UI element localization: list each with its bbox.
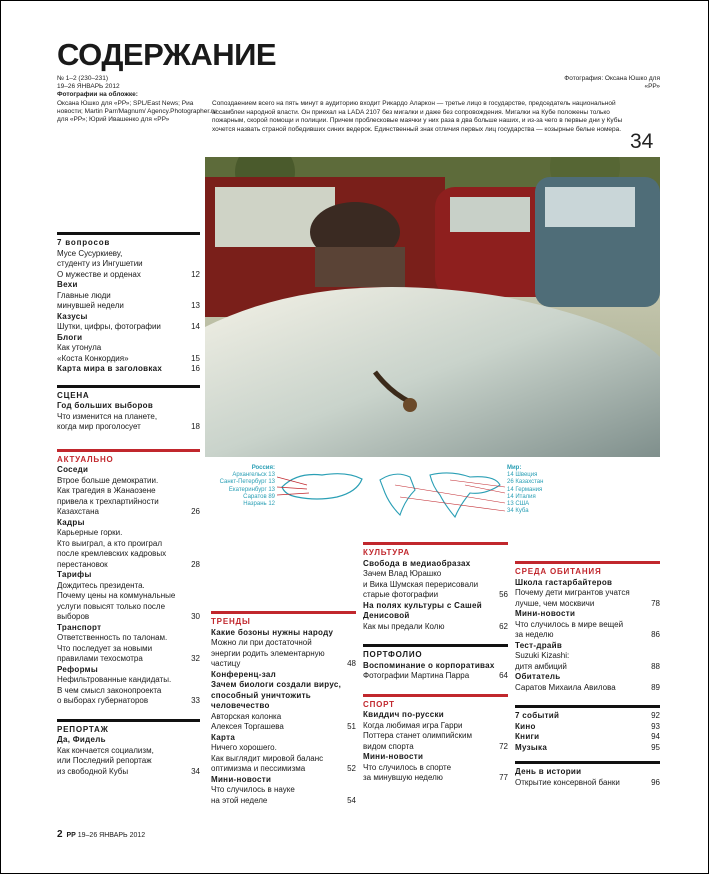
toc-entry[interactable] <box>211 628 356 670</box>
toc-entry[interactable] <box>363 752 508 784</box>
entry-line: Дождитесь президента. <box>57 580 145 590</box>
entry-line: Зачем Влад Юрашко <box>363 569 442 578</box>
entry-heading: 7 событий <box>515 711 560 720</box>
cover-credits: Оксана Юшко для «РР»; SPL/East News; Риа новости; Martin Parr/Magnum/ Agency.Photographer.ru для «РР»; Юрий Ивашенко для «РР» <box>57 99 217 124</box>
toc-entry[interactable] <box>515 732 660 743</box>
entry-line: услуги повысят только после <box>57 601 166 611</box>
toc-entry[interactable] <box>57 570 200 623</box>
toc-entry[interactable] <box>57 333 200 365</box>
entry-heading: Квиддич по-русски <box>363 710 444 719</box>
toc-entry[interactable] <box>57 665 200 707</box>
entry-heading: Мини-новости <box>515 609 576 618</box>
section-title: ПОРТФОЛИО <box>363 650 423 659</box>
toc-entry[interactable] <box>515 743 660 754</box>
entry-line: Мусе Сусуркиеву, <box>57 248 123 258</box>
lead-text: Сопоздаением всего на пять минут в аудиторию входит Рикардо Аларкон — третье лицо в государстве, председатель национальной ассамблеи народной власти. Он приехал на LADA 2107 без мигалки и даже без сопровождения. Мигалки на Кубе положены только пожарным, скорой помощи и полиции. Причем проблесковые маячки у них раза в два больше наших, и из-за чего в первые дни у Кубы хочется назвать страной победивших синих ведерок. Единственный знак отличия первых лиц государства — козырные белые номера. <box>212 100 623 133</box>
entry-line: перестановок <box>57 559 108 569</box>
world-map-icon <box>375 465 505 525</box>
toc-entry[interactable] <box>515 578 660 610</box>
entry-page-number: 18 <box>191 422 200 431</box>
entry-line: энергии родить элементарную <box>211 648 325 658</box>
toc-entry[interactable] <box>515 672 660 693</box>
entry-heading: Обитатель <box>515 672 561 681</box>
toc-entry[interactable] <box>57 465 200 518</box>
entry-heading: Казусы <box>57 311 88 321</box>
entry-heading: Да, Фидель <box>57 735 106 744</box>
entry-line: Втрое больше демократии. <box>57 475 159 485</box>
entry-page-number: 62 <box>499 621 508 631</box>
entry-line: Саратов Михаила Авилова <box>515 682 616 692</box>
entry-page-number: 64 <box>499 671 508 680</box>
entry-heading: Мини-новости <box>211 774 272 784</box>
entry-page-number: 93 <box>651 721 660 731</box>
section-rule <box>57 385 200 388</box>
toc-entry[interactable] <box>57 518 200 571</box>
footer-page-number: 2 <box>57 829 63 840</box>
footer-mag: РР <box>66 832 76 839</box>
entry-line: лучше, чем москвичи <box>515 598 595 608</box>
toc-entry[interactable] <box>57 280 200 312</box>
section-rule <box>57 719 200 722</box>
entry-heading: Вехи <box>57 280 78 289</box>
entry-line: дитя амбиций <box>515 661 567 671</box>
section-title: ТРЕНДЫ <box>211 617 251 626</box>
section-rule <box>363 694 508 697</box>
russia-map-icon <box>277 467 367 507</box>
entry-line: Как выглядит мировой баланс <box>211 753 324 763</box>
entry-heading: Транспорт <box>57 622 102 632</box>
toc-entry[interactable] <box>211 680 356 733</box>
entry-line: Что случилось в спорте <box>363 762 452 772</box>
toc-entry[interactable] <box>363 661 508 682</box>
toc-entry[interactable] <box>515 767 660 788</box>
entry-heading: Какие бозоны нужны народу <box>211 627 334 637</box>
entry-page-number: 12 <box>191 269 200 279</box>
entry-page-number: 95 <box>651 742 660 752</box>
entry-line: и Вика Шумская перерисовали <box>363 579 479 589</box>
toc-entry[interactable] <box>515 641 660 673</box>
entry-page-number: 56 <box>499 590 508 599</box>
entry-line: Что случилось в науке <box>211 785 295 794</box>
section-title: 7 вопросов <box>57 238 111 247</box>
entry-heading: Реформы <box>57 664 98 674</box>
entry-heading: Год больших выборов <box>57 401 154 410</box>
entry-line: минувшей недели <box>57 301 124 310</box>
entry-page-number: 48 <box>347 659 356 668</box>
entry-page-number: 77 <box>499 773 508 782</box>
toc-entry[interactable] <box>515 609 660 641</box>
entry-line: после кремлевских кадровых <box>57 549 167 558</box>
section-title: СПОРТ <box>363 699 395 709</box>
entry-line: Как утонула <box>57 343 102 352</box>
entry-line: Как кончается социализм, <box>57 745 154 755</box>
section-rule <box>363 542 508 545</box>
entry-page-number: 78 <box>651 598 660 608</box>
section-title: СРЕДА ОБИТАНИЯ <box>515 567 602 576</box>
entry-page-number: 33 <box>191 696 200 705</box>
section-title: АКТУАЛЬНО <box>57 454 114 464</box>
entry-page-number: 26 <box>191 507 200 516</box>
entry-heading: Свобода в медиаобразах <box>363 558 471 568</box>
entry-line: Главные люди <box>57 290 111 300</box>
entry-page-number: 28 <box>191 559 200 569</box>
toc-section <box>57 449 200 719</box>
entry-line: Ничего хорошего. <box>211 743 277 752</box>
section-rule <box>515 761 660 764</box>
entry-line: Фотографии Мартина Парра <box>363 671 470 680</box>
entry-line: Можно ли при достаточной <box>211 638 312 647</box>
entry-heading: Зачем биологи создали вирус, способный уничтожить человечество <box>211 680 342 710</box>
entry-line: Что изменится на планете, <box>57 411 158 421</box>
entry-heading: Мини-новости <box>363 752 424 761</box>
entry-line: выборов <box>57 612 90 621</box>
entry-line: Suzuki Kizashi: <box>515 651 570 660</box>
section-rule <box>211 611 356 614</box>
toc-entry[interactable] <box>211 670 356 681</box>
entry-heading: Карта мира в заголовках <box>57 364 163 373</box>
toc-entry[interactable] <box>57 312 200 333</box>
entry-line: Что последует за новыми <box>57 643 153 653</box>
entry-line: Что случилось в мире вещей <box>515 619 624 629</box>
entry-page-number: 13 <box>191 301 200 310</box>
entry-page-number: 30 <box>191 612 200 621</box>
footer <box>57 829 145 840</box>
entry-heading: Книги <box>515 732 540 741</box>
entry-page-number: 88 <box>651 661 660 671</box>
toc-section <box>515 761 660 788</box>
entry-heading: Карта <box>211 732 236 742</box>
issue-number: № 1–2 (230–231) <box>57 75 109 82</box>
toc-section <box>57 719 200 778</box>
toc-section <box>57 385 200 449</box>
toc-section <box>57 232 200 385</box>
entry-page-number: 92 <box>651 711 660 720</box>
section-rule <box>57 449 200 452</box>
toc-section <box>363 644 508 694</box>
cover-label: Фотографии на обложке: <box>57 91 138 99</box>
entry-line: за неделю <box>515 630 554 639</box>
entry-heading: Тарифы <box>57 570 92 579</box>
entry-line: оптимизма и пессимизма <box>211 764 306 773</box>
entry-line: из свободной Кубы <box>57 766 129 776</box>
toc-entry[interactable] <box>363 710 508 752</box>
toc-entry[interactable] <box>57 249 200 281</box>
issue-info <box>57 75 217 124</box>
toc-section <box>515 705 660 761</box>
toc-entry[interactable] <box>515 722 660 733</box>
entry-page-number: 14 <box>191 322 200 331</box>
entry-heading: Тест-драйв <box>515 640 563 650</box>
entry-page-number: 15 <box>191 353 200 363</box>
entry-page-number: 96 <box>651 777 660 787</box>
section-title: СЦЕНА <box>57 390 90 400</box>
entry-line: Шутки, цифры, фотографии <box>57 322 161 331</box>
entry-page-number: 54 <box>347 795 356 805</box>
toc-entry[interactable] <box>211 733 356 775</box>
page-title: СОДЕРЖАНИЕ <box>57 37 277 72</box>
toc-entry[interactable] <box>57 735 200 777</box>
entry-line: О мужестве и орденах <box>57 269 141 279</box>
entry-line: Кто выиграл, а кто проиграл <box>57 538 162 548</box>
entry-heading: Кадры <box>57 517 85 527</box>
section-title: КУЛЬТУРА <box>363 548 410 557</box>
entry-heading: День в истории <box>515 767 582 776</box>
cover-photo-cuba-car <box>205 157 660 457</box>
entry-page-number: 51 <box>347 722 356 731</box>
lead-page-number: 34 <box>630 130 654 153</box>
toc-section <box>363 542 508 644</box>
entry-line: Ответственность по талонам. <box>57 633 168 642</box>
toc-entry[interactable] <box>57 401 200 433</box>
entry-page-number: 86 <box>651 630 660 639</box>
map-russia-labels: Россия: Архангельск 13 Санкт-Петербург 13 Екатеринбург 13 Саратов 89 Назрань 12 <box>219 465 275 508</box>
entry-line: Авторская колонка <box>211 711 282 721</box>
section-rule <box>363 644 508 647</box>
entry-line: или Последний репортаж <box>57 756 152 765</box>
entry-line: на этой неделе <box>211 795 268 805</box>
toc-entry[interactable] <box>57 364 200 375</box>
entry-heading: Соседи <box>57 465 89 474</box>
toc-section <box>515 561 660 705</box>
toc-column-3 <box>363 542 508 784</box>
entry-line: «Коста Конкордия» <box>57 353 129 363</box>
section-title: РЕПОРТАЖ <box>57 724 109 734</box>
entry-heading: Музыка <box>515 742 548 752</box>
entry-page-number: 72 <box>499 741 508 751</box>
entry-line: Когда любимая игра Гарри <box>363 720 463 730</box>
toc-entry[interactable] <box>363 559 508 601</box>
issue-date: 19–26 ЯНВАРЬ 2012 <box>57 83 120 91</box>
entry-page-number: 52 <box>347 764 356 773</box>
entry-line: видом спорта <box>363 741 414 751</box>
entry-line: Казахстана <box>57 507 99 516</box>
toc-section <box>211 611 356 806</box>
entry-line: частицу <box>211 659 241 668</box>
entry-heading: Блоги <box>57 332 83 342</box>
section-rule <box>57 232 200 235</box>
toc-entry[interactable] <box>211 775 356 807</box>
entry-heading: На полях культуры с Сашей Денисовой <box>363 600 482 620</box>
entry-line: привела к трехпартийности <box>57 496 159 506</box>
entry-line: правилами техосмотра <box>57 654 143 663</box>
entry-heading: Воспоминание о корпоративах <box>363 660 495 670</box>
entry-page-number: 32 <box>191 654 200 663</box>
entry-line: студенту из Ингушетии <box>57 259 143 268</box>
entry-line: Нефильтрованные кандидаты. <box>57 675 172 684</box>
entry-page-number: 16 <box>191 364 200 373</box>
entry-line: старые фотографии <box>363 590 439 599</box>
entry-heading: Конференц-зал <box>211 669 276 679</box>
entry-line: Открытие консервной банки <box>515 777 620 787</box>
entry-line: Карьерные горки. <box>57 528 123 537</box>
toc-column-4 <box>515 561 660 788</box>
footer-date: 19–26 ЯНВАРЬ 2012 <box>77 832 146 839</box>
entry-line: Алексея Торгашева <box>211 722 284 731</box>
entry-heading: Школа гастарбайтеров <box>515 577 613 587</box>
toc-entry[interactable] <box>363 601 508 633</box>
map-block <box>205 465 660 525</box>
entry-line: когда мир проголосует <box>57 422 141 431</box>
entry-line: о выборах губернаторов <box>57 696 149 705</box>
entry-page-number: 94 <box>651 732 660 741</box>
entry-line: В чем смысл законопроекта <box>57 685 162 695</box>
entry-heading: Кино <box>515 721 536 731</box>
entry-line: Поттера станет олимпийским <box>363 731 472 740</box>
section-rule <box>515 705 660 708</box>
toc-entry[interactable] <box>57 623 200 665</box>
toc-entry[interactable] <box>515 711 660 722</box>
entry-line: Почему цены на коммунальные <box>57 591 176 600</box>
entry-page-number: 34 <box>191 766 200 776</box>
map-world-labels: Мир: 14 Швеция 26 Казахстан 14 Германия 14 Италия 13 США 34 Куба <box>507 465 544 515</box>
toc-column-2 <box>211 611 356 806</box>
toc-column-1 <box>57 232 200 777</box>
entry-line: Почему дети мигрантов учатся <box>515 588 630 597</box>
entry-line: Как трагедия в Жанаозене <box>57 486 156 495</box>
entry-line: Как мы предали Колю <box>363 621 445 631</box>
section-rule <box>515 561 660 564</box>
entry-line: за минувшую неделю <box>363 773 443 782</box>
entry-page-number: 89 <box>651 682 660 692</box>
photo-credit: Фотография: Оксана Юшко для «РР» <box>564 75 660 91</box>
toc-section <box>363 694 508 784</box>
